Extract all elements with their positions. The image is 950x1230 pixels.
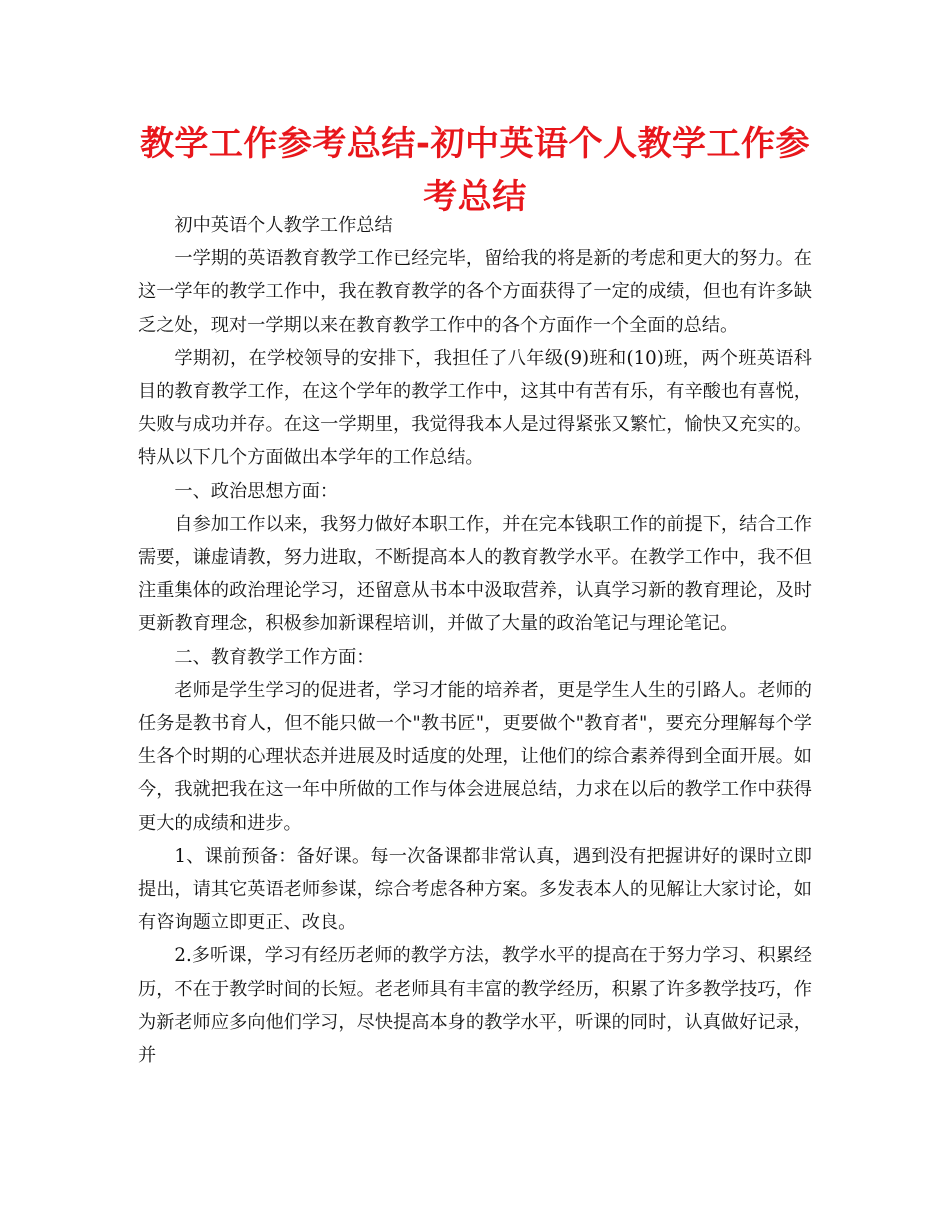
- body-paragraph: 一学期的英语教育教学工作已经完毕，留给我的将是新的考虑和更大的努力。在这一学年的教学工作中，我在教育教学的各个方面获得了一定的成绩，但也有许多缺乏之处，现对一学期以来在教育教学工作中的各个方面作一个全面的总结。: [138, 248, 812, 336]
- section-heading: 二、教育教学工作方面：: [174, 646, 375, 668]
- body-paragraph: 1、课前预备：备好课。每一次备课都非常认真，遇到没有把握讲好的课时立即提出，请其它英语老师参谋，综合考虑各种方案。多发表本人的见解让大家讨论，如有咨询题立即更正、改良。: [138, 845, 812, 934]
- body-paragraph: 自参加工作以来，我努力做好本职工作，并在完本钱职工作的前提下，结合工作需要，谦虚请教，努力进取，不断提高本人的教育教学水平。在教学工作中，我不但注重集体的政治理论学习，还留意从书本中汲取营养，认真学习新的教育理论，及时更新教育理念，积极参加新课程培训，并做了大量的政治笔记与理论笔记。: [138, 513, 812, 635]
- subtitle-paragraph: 初中英语个人教学工作总结: [174, 215, 393, 236]
- document-title: 教学工作参考总结-初中英语个人教学工作参考总结: [139, 124, 811, 217]
- section-heading: 一、政治思想方面：: [174, 480, 339, 502]
- body-paragraph: 学期初，在学校领导的安排下，我担任了八年级(9)班和(10)班，两个班英语科目的教育教学工作，在这个学年的教学工作中，这其中有苦有乐，有辛酸也有喜悦，失败与成功并存。在这一学期里，我觉得我本人是过得紧张又繁忙，愉快又充实的。特从以下几个方面做出本学年的工作总结。: [138, 347, 812, 469]
- body-paragraph: 老师是学生学习的促进者，学习才能的培养者，更是学生人生的引路人。老师的任务是教书育人，但不能只做一个"教书匠"，更要做个"教育者"，要充分理解每个学生各个时期的心理状态并进展及时适度的处理，让他们的综合素养得到全面开展。如今，我就把我在这一年中所做的工作与体会进展总结，力求在以后的教学工作中获得更大的成绩和进步。: [138, 679, 812, 834]
- document-body: [138, 209, 812, 1072]
- body-paragraph: 2.多听课，学习有经历老师的教学方法，教学水平的提高在于努力学习、积累经历，不在于教学时间的长短。老老师具有丰富的教学经历，积累了许多教学技巧，作为新老师应多向他们学习，尽快提高本身的教学水平，听课的同时，认真做好记录，并: [138, 945, 812, 1067]
